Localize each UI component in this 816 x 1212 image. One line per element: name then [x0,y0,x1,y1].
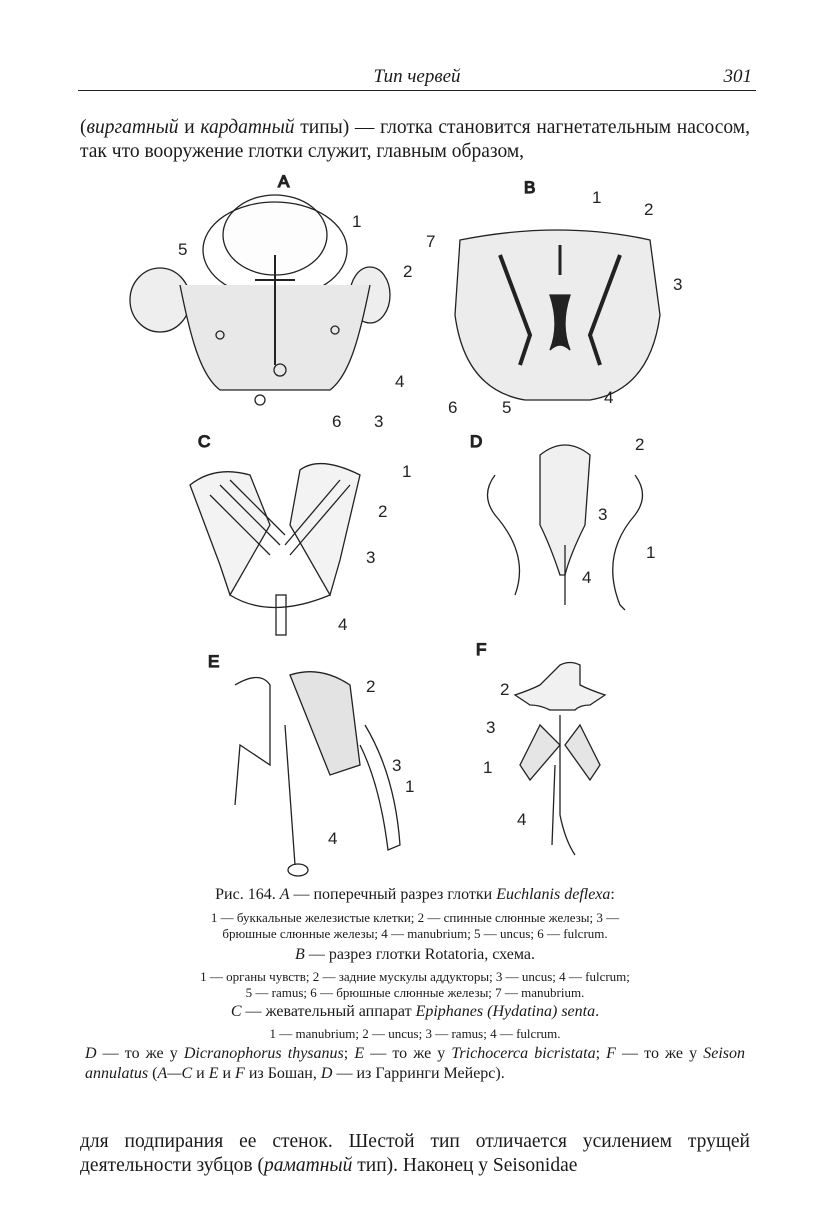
svg-text:3: 3 [598,505,608,524]
svg-text:4: 4 [517,810,527,829]
panel-c [190,432,360,635]
panel-f-letter: F [476,640,487,659]
svg-text:1: 1 [402,462,412,481]
svg-text:3: 3 [486,718,496,737]
svg-text:4: 4 [328,829,338,848]
svg-text:5: 5 [178,240,188,259]
panel-a-letter: A [278,172,290,191]
term-virgate: виргатный [86,117,179,138]
svg-text:1: 1 [483,758,493,777]
header-title: Тип червей [373,66,461,87]
caption-b-line2: 5 — ramus; 6 — брюшные слюнные железы; 7 — manubrium. [245,985,585,1000]
svg-text:6: 6 [332,412,342,431]
figure-drawing [120,165,720,880]
svg-text:7: 7 [426,232,436,251]
caption-b-main: B — разрез глотки Rotatoria, схема. [295,946,535,963]
caption-c-line1: 1 — manubrium; 2 — uncus; 3 — ramus; 4 — fulcrum. [269,1026,561,1041]
panel-f-labels [483,680,526,829]
svg-text:3: 3 [673,275,683,294]
svg-text:2: 2 [500,680,510,699]
top-paragraph: (виргатный и кардатный типы) — глотка становится нагнетательным насосом, так что вооружение глотки служит, главным образом, [80,117,750,162]
panel-f [476,640,605,855]
caption-d-e-f: D — то же у Dicranophorus thysanus; E — то же у Trichocerca bicristata; F — то же у Seison annulatus (A—C и E и F из Бошан, D — из Гарринги Мейерс). [85,1045,746,1082]
caption-a-main: Рис. 164. A — поперечный разрез глотки Euchlanis deflexa: [215,886,615,903]
panel-b-letter: B [524,178,536,197]
svg-text:2: 2 [635,435,645,454]
figure-164 [120,165,720,880]
svg-text:4: 4 [338,615,348,634]
panel-b [455,178,660,400]
svg-text:3: 3 [392,756,402,775]
svg-text:2: 2 [366,677,376,696]
bottom-paragraph: для подпирания ее стенок. Шестой тип отличается усилением трущей деятельности зубцов (раматный тип). Наконец у Seisonidae [80,1131,750,1176]
term-ramate: раматный [263,1155,353,1176]
svg-text:2: 2 [644,200,654,219]
svg-text:3: 3 [374,412,384,431]
svg-text:2: 2 [378,502,388,521]
svg-text:4: 4 [604,388,614,407]
svg-text:1: 1 [405,777,415,796]
panel-e-letter: E [208,652,220,671]
running-header [78,60,756,91]
panel-c-letter: C [198,432,211,451]
svg-text:4: 4 [582,568,592,587]
panel-d-letter: D [470,432,483,451]
svg-text:4: 4 [395,372,405,391]
svg-text:3: 3 [366,548,376,567]
svg-text:1: 1 [646,543,656,562]
svg-text:5: 5 [502,398,512,417]
svg-text:1: 1 [592,188,602,207]
caption-b-line1: 1 — органы чувств; 2 — задние мускулы аддукторы; 3 — uncus; 4 — fulcrum; [200,969,630,984]
page-number: 301 [723,66,752,87]
svg-text:1: 1 [352,212,362,231]
svg-text:2: 2 [403,262,413,281]
svg-text:6: 6 [448,398,458,417]
term-cardate: кардатный [200,117,295,138]
caption-c-main: C — жевательный аппарат Epiphanes (Hydatina) senta. [230,1003,600,1020]
panel-a [130,172,390,405]
panel-d [470,432,643,610]
caption-a-line1: 1 — буккальные железистые клетки; 2 — спинные слюнные железы; 3 — [210,910,620,925]
caption-a-line2: брюшные слюнные железы; 4 — manubrium; 5 — uncus; 6 — fulcrum. [222,926,608,941]
panel-d-labels [582,435,655,587]
